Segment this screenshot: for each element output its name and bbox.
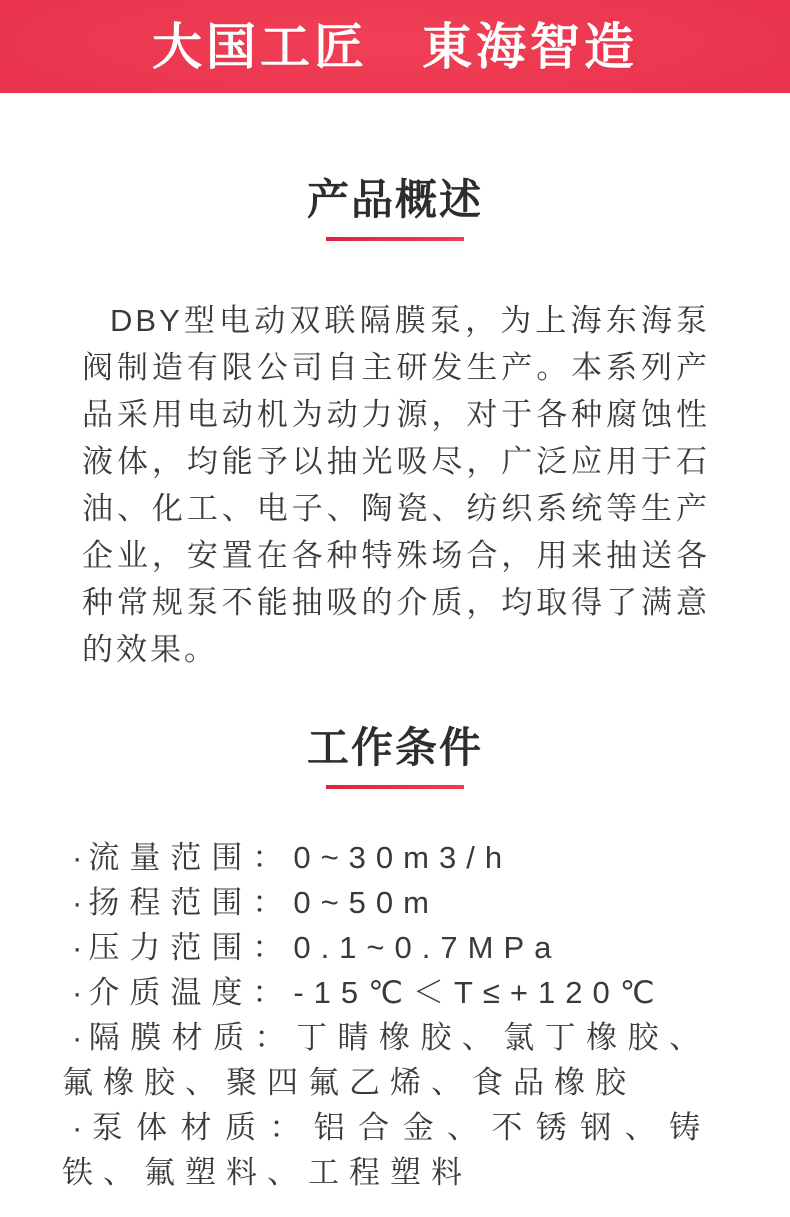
bullet-dot: · — [72, 930, 83, 965]
bullet-dot: · — [72, 1110, 83, 1145]
conditions-section — [0, 724, 790, 1195]
spec-item-head-range — [62, 880, 710, 925]
conditions-title-underline — [326, 785, 464, 789]
overview-paragraph: DBY型电动双联隔膜泵，为上海东海泵阀制造有限公司自主研发生产。本系列产品采用电动机为动力源，对于各种腐蚀性液体，均能予以抽光吸尽，广泛应用于石油、化工、电子、陶瓷、纺织系统等生产企业，安置在各种特殊场合，用来抽送各种常规泵不能抽吸的介质，均取得了满意的效果。 — [82, 303, 710, 667]
spec-item-flow-range — [62, 835, 710, 880]
bullet-dot: · — [72, 975, 83, 1010]
overview-section-title: 产品概述 — [306, 176, 483, 223]
spec-item-pump-body-material — [62, 1105, 710, 1195]
spec-text-pump-body-material: 泵体材质：铝合金、不锈钢、铸铁、氟塑料、工程塑料 — [62, 1110, 710, 1190]
bullet-dot: · — [72, 1020, 83, 1055]
bullet-dot: · — [72, 885, 83, 920]
overview-section — [0, 176, 790, 673]
banner — [0, 0, 790, 93]
conditions-section-title: 工作条件 — [306, 724, 483, 771]
banner-title: 大国工匠 東海智造 — [152, 18, 638, 75]
spec-text-medium-temperature: 介质温度：-15℃＜T≤+120℃ — [88, 975, 665, 1010]
spec-text-diaphragm-material: 隔膜材质：丁睛橡胶、氯丁橡胶、氟橡胶、聚四氟乙烯、食品橡胶 — [62, 1020, 710, 1100]
spec-text-head-range: 扬程范围：0~50m — [88, 885, 439, 920]
spec-item-pressure-range — [62, 925, 710, 970]
bullet-dot: · — [72, 840, 83, 875]
spec-item-medium-temperature — [62, 970, 710, 1015]
spec-item-diaphragm-material — [62, 1015, 710, 1105]
spec-list — [62, 835, 710, 1195]
spec-text-flow-range: 流量范围：0~30m3/h — [88, 840, 513, 875]
overview-title-underline — [326, 237, 464, 241]
spec-text-pressure-range: 压力范围：0.1~0.7MPa — [88, 930, 562, 965]
